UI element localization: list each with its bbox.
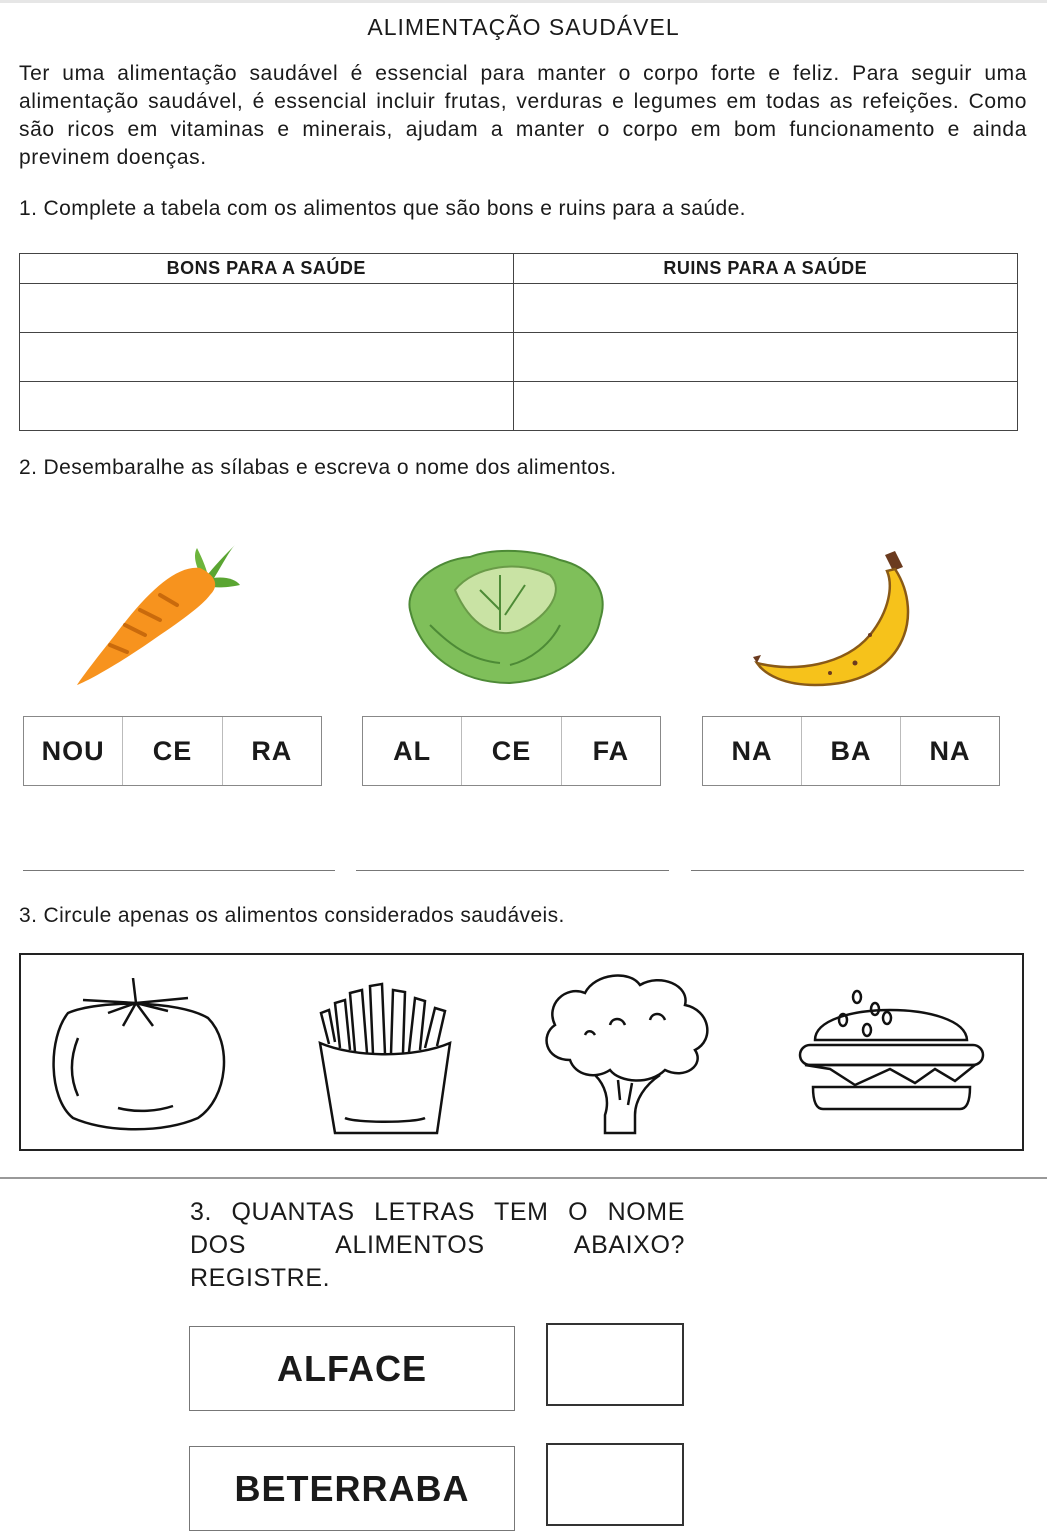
lettuce-icon — [400, 545, 610, 685]
question-3: 3. Circule apenas os alimentos considerados saudáveis. — [19, 904, 565, 927]
answer-line-3[interactable] — [691, 870, 1024, 871]
syllable-tile: CE — [123, 717, 222, 785]
fries-icon[interactable] — [315, 978, 455, 1136]
col-header-bad: RUINS PARA A SAÚDE — [513, 254, 1018, 284]
syllable-tile: CE — [462, 717, 561, 785]
page-title: ALIMENTAÇÃO SAUDÁVEL — [367, 14, 680, 40]
syllable-tile: FA — [592, 735, 630, 766]
syllable-tile: RA — [251, 735, 293, 766]
syllable-group-2 — [362, 716, 661, 786]
question-4 — [190, 1196, 685, 1295]
health-table — [19, 253, 1018, 431]
broccoli-icon[interactable] — [540, 965, 720, 1137]
syllable-tile: NOU — [24, 717, 123, 785]
cell-good-2[interactable] — [20, 333, 514, 382]
answer-line-1[interactable] — [23, 870, 335, 871]
carrot-icon — [65, 540, 245, 690]
question-2: 2. Desembaralhe as sílabas e escreva o nome dos alimentos. — [19, 456, 617, 479]
section-divider — [0, 1177, 1047, 1179]
cell-bad-1[interactable] — [513, 284, 1018, 333]
cell-bad-2[interactable] — [513, 333, 1018, 382]
cell-bad-3[interactable] — [513, 382, 1018, 431]
top-border — [0, 0, 1047, 3]
tomato-icon[interactable] — [48, 978, 226, 1133]
word-box-beterraba: BETERRABA — [189, 1446, 515, 1531]
banana-icon — [745, 545, 930, 695]
letter-count-box-1[interactable] — [546, 1323, 684, 1406]
answer-line-2[interactable] — [356, 870, 669, 871]
word-box-alface: ALFACE — [189, 1326, 515, 1411]
question-4-line-2: DOS ALIMENTOS ABAIXO? — [190, 1231, 685, 1259]
syllable-tile: NA — [929, 735, 971, 766]
question-1: 1. Complete a tabela com os alimentos que são bons e ruins para a saúde. — [19, 197, 746, 220]
syllable-group-3 — [702, 716, 1000, 786]
syllable-tile: AL — [363, 717, 462, 785]
syllable-tile: NA — [703, 717, 802, 785]
letter-count-box-2[interactable] — [546, 1443, 684, 1526]
syllable-tile: BA — [802, 717, 901, 785]
question-4-line-3: REGISTRE. — [190, 1264, 331, 1292]
syllable-group-1 — [23, 716, 322, 786]
question-4-line-1: 3. QUANTAS LETRAS TEM O NOME — [190, 1198, 685, 1226]
intro-paragraph: Ter uma alimentação saudável é essencial para manter o corpo forte e feliz. Para seguir uma alimentação saudável, é essencial incluir frutas, verduras e legumes em todas as refeições. Como são ricos em vitaminas e minerais, ajudam a manter o corpo em bom funcionamento e ainda previnem doenças. — [19, 62, 1027, 169]
cell-good-3[interactable] — [20, 382, 514, 431]
col-header-good: BONS PARA A SAÚDE — [20, 254, 514, 284]
cell-good-1[interactable] — [20, 284, 514, 333]
burger-icon[interactable] — [795, 985, 990, 1115]
